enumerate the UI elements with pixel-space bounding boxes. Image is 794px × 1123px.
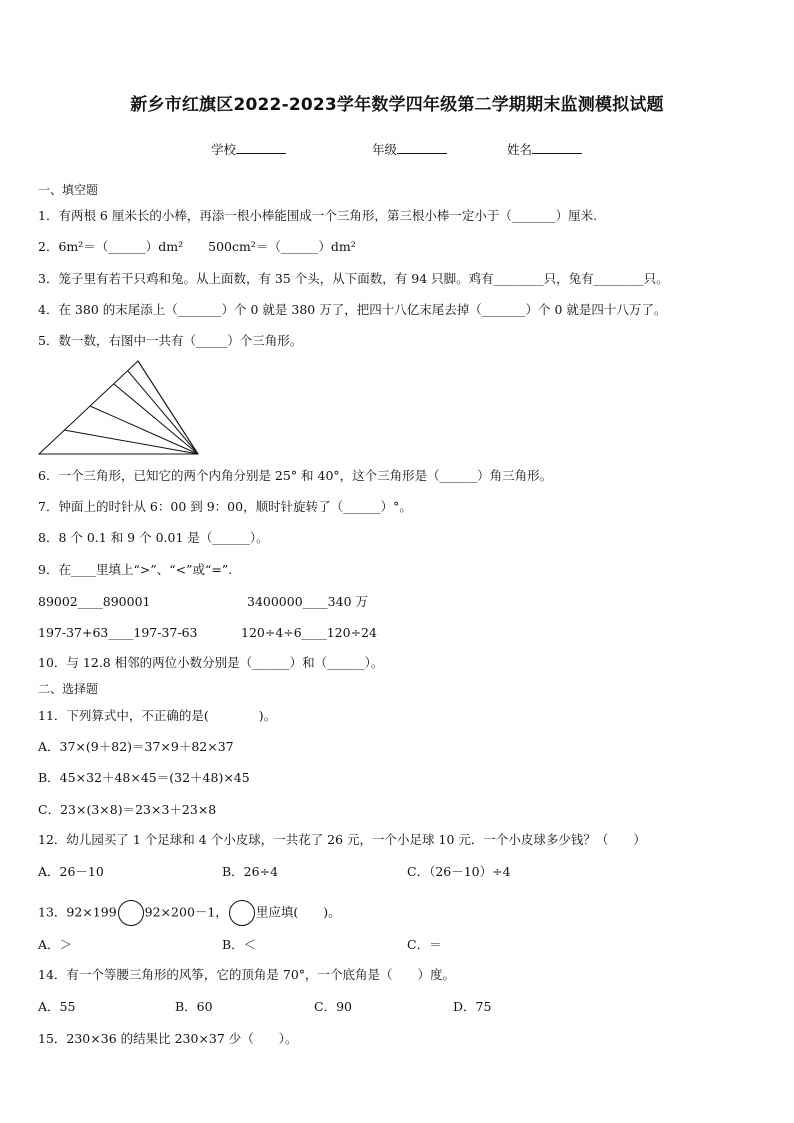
- school-label: 学校: [211, 142, 237, 157]
- school-blank[interactable]: [236, 141, 286, 154]
- question-9-item-b: 3400000____340 万: [247, 594, 369, 609]
- grade-blank[interactable]: [397, 141, 447, 154]
- question-11-option-a[interactable]: A．37×(9＋82)＝37×9＋82×37: [38, 739, 234, 754]
- question-4: 4．在 380 的末尾添上（_______）个 0 就是 380 万了，把四十八亿末尾去掉（_______）个 0 就是四十八万了。: [38, 302, 667, 317]
- question-13-part-2: 92×200－1，: [144, 904, 228, 920]
- question-8: 8．8 个 0.1 和 9 个 0.01 是（______）。: [38, 530, 269, 545]
- question-13: [38, 900, 341, 926]
- question-11-option-c[interactable]: C．23×(3×8)＝23×3＋23×8: [38, 802, 217, 817]
- page-title: 新乡市红旗区2022-2023学年数学四年级第二学期期末监测模拟试题: [130, 95, 664, 115]
- question-13-part-3: 里应填( )。: [255, 904, 341, 920]
- question-3: 3．笼子里有若干只鸡和兔。从上面数，有 35 个头，从下面数，有 94 只脚。鸡有________只，兔有________只。: [38, 271, 669, 286]
- grade-label: 年级: [372, 142, 398, 157]
- question-6: 6．一个三角形，已知它的两个内角分别是 25° 和 40°，这个三角形是（______）角三角形。: [38, 468, 553, 483]
- question-14-option-d[interactable]: D．75: [453, 999, 492, 1014]
- question-13-option-a[interactable]: A．＞: [38, 937, 73, 952]
- question-12-option-c[interactable]: C．（26－10）÷4: [407, 864, 511, 879]
- name-label: 姓名: [507, 142, 533, 157]
- question-9-item-a: 89002____890001: [38, 594, 151, 609]
- question-11: 11．下列算式中，不正确的是( )。: [38, 708, 277, 723]
- section-heading-choice: 二、选择题: [38, 682, 99, 696]
- triangle-figure: [38, 360, 200, 456]
- name-blank[interactable]: [532, 141, 582, 154]
- question-9-item-c: 197-37+63____197-37-63: [38, 625, 198, 640]
- question-5: 5．数一数，右图中一共有（_____）个三角形。: [38, 333, 303, 348]
- question-9-item-d: 120÷4÷6____120÷24: [241, 625, 377, 640]
- grade-field: [372, 140, 447, 158]
- question-9: 9．在____里填上“>”、“<”或“=”.: [38, 562, 233, 577]
- question-14-option-a[interactable]: A．55: [38, 999, 76, 1014]
- question-13-part-1: 13．92×199: [38, 904, 117, 920]
- question-2: 2．6m²＝（______）dm² 500cm²＝（______）dm²: [38, 239, 356, 254]
- question-10: 10．与 12.8 相邻的两位小数分别是（______）和（______）。: [38, 655, 384, 670]
- question-14: 14．有一个等腰三角形的风筝，它的顶角是 70°，一个底角是（ ）度。: [38, 967, 456, 982]
- question-12-option-a[interactable]: A．26－10: [38, 864, 104, 879]
- answer-circle-icon: [229, 900, 255, 926]
- answer-circle-icon[interactable]: [118, 900, 144, 926]
- name-field: [507, 140, 582, 158]
- section-heading-fill: 一、填空题: [38, 183, 99, 197]
- question-11-option-b[interactable]: B．45×32＋48×45＝(32＋48)×45: [38, 770, 250, 785]
- question-13-option-c[interactable]: C．＝: [407, 937, 442, 952]
- question-14-option-c[interactable]: C．90: [314, 999, 352, 1014]
- question-12-option-b[interactable]: B．26÷4: [222, 864, 279, 879]
- question-14-option-b[interactable]: B．60: [175, 999, 213, 1014]
- question-1: 1．有两根 6 厘米长的小棒，再添一根小棒能围成一个三角形，第三根小棒一定小于（_______）厘米.: [38, 208, 598, 223]
- question-15: 15．230×36 的结果比 230×37 少（ ）。: [38, 1031, 298, 1046]
- question-7: 7．钟面上的时针从 6：00 到 9：00，顺时针旋转了（______）°。: [38, 499, 412, 514]
- question-13-option-b[interactable]: B．＜: [222, 937, 257, 952]
- school-field: [211, 140, 286, 158]
- question-12: 12．幼儿园买了 1 个足球和 4 个小皮球，一共花了 26 元，一个小足球 10 元．一个小皮球多少钱？（ ）: [38, 832, 646, 847]
